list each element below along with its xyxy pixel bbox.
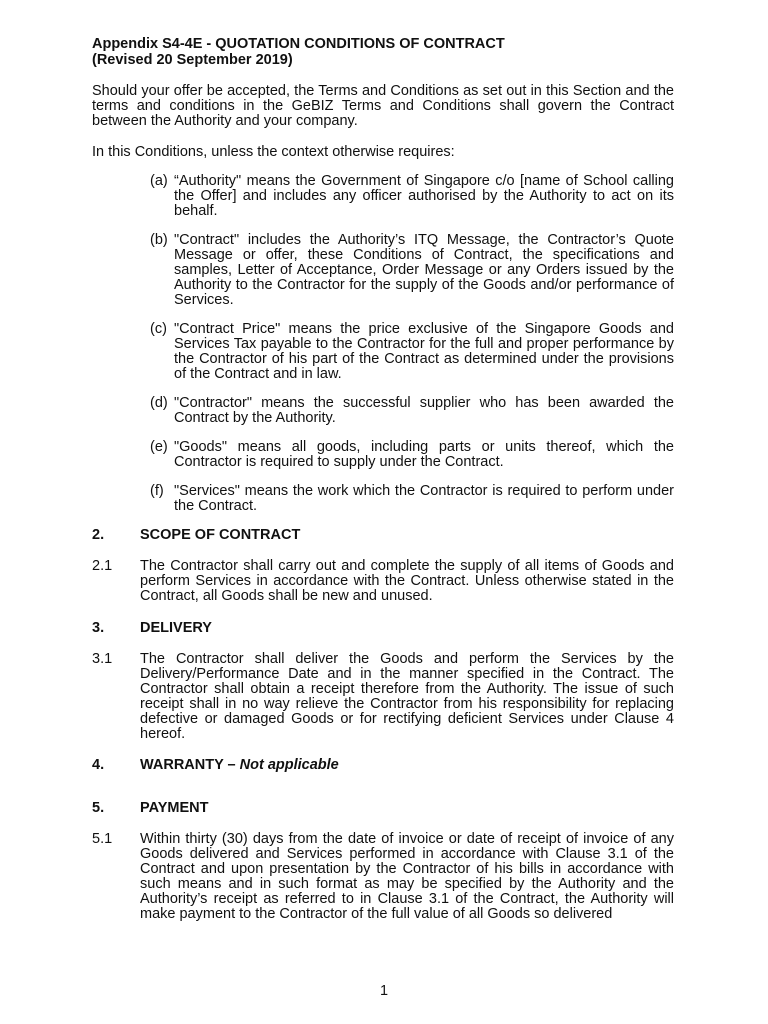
clause-number: 3.1 [92, 651, 113, 667]
definition-item [150, 484, 674, 514]
definition-item [150, 322, 674, 382]
document-title [92, 36, 674, 68]
definitions-list [150, 174, 674, 514]
definition-text: "Services" means the work which the Contractor is required to perform under the Contract. [174, 483, 674, 514]
definition-text: "Contract Price" means the price exclusive of the Singapore Goods and Services Tax payable to the Contractor for the full and proper performance by the Contractor of his part of the Contract as determined under the provisions of the Contract and in law. [174, 321, 674, 382]
clause-number: 2.1 [92, 558, 113, 574]
clause-text: The Contractor shall carry out and complete the supply of all items of Goods and perform Services in accordance with the Contract. Unless otherwise stated in the Contract, all Goods shall be new and unused. [140, 558, 674, 604]
document-page [92, 36, 674, 922]
clause-2-1 [92, 559, 674, 604]
section-number: 3. [92, 620, 105, 636]
clause-5-1 [92, 832, 674, 922]
section-heading-scope [92, 528, 674, 543]
section-title-note: Not applicable [239, 757, 339, 773]
section-heading-delivery [92, 621, 674, 636]
definition-item [150, 396, 674, 426]
definition-marker: (f) [150, 483, 164, 499]
title-line-1: Appendix S4-4E - QUOTATION CONDITIONS OF CONTRACT [92, 36, 505, 52]
title-line-2: (Revised 20 September 2019) [92, 52, 293, 68]
section-number: 4. [92, 757, 105, 773]
definition-item [150, 174, 674, 219]
definition-marker: (b) [150, 232, 168, 248]
section-title: DELIVERY [140, 620, 212, 636]
definition-marker: (c) [150, 321, 167, 337]
clause-number: 5.1 [92, 831, 113, 847]
intro-paragraph: Should your offer be accepted, the Terms and Conditions as set out in this Section and the terms and conditions in the GeBIZ Terms and Conditions shall govern the Contract between the Authority and your company. [92, 83, 674, 129]
section-number: 5. [92, 800, 105, 816]
section-title-main: WARRANTY – [140, 757, 240, 773]
page-number: 1 [379, 983, 389, 999]
clause-text: Within thirty (30) days from the date of invoice or date of receipt of invoice of any Goods delivered and Services performed in accordance with Clause 3.1 of the Contract and upon presentation by the Contractor of his bills in accordance with such means and in such format as may be specified by the Authority and the Authority’s receipt as referred to in Clause 3.1 of the Contract, the Authority will make payment to the Contractor of the full value of all Goods so delivered [140, 831, 674, 922]
definition-text: "Contractor" means the successful supplier who has been awarded the Contract by the Authority. [174, 395, 674, 426]
section-heading-payment [92, 801, 674, 816]
clause-3-1 [92, 652, 674, 742]
context-paragraph: In this Conditions, unless the context otherwise requires: [92, 144, 455, 160]
definition-marker: (d) [150, 395, 168, 411]
section-number: 2. [92, 527, 105, 543]
definition-item [150, 233, 674, 308]
definition-text: "Contract" includes the Authority’s ITQ Message, the Contractor’s Quote Message or offer, these Conditions of Contract, the specifications and samples, Letter of Acceptance, Order Message or any Orders issued by the Authority to the Contractor for the supply of the Goods and/or performance of Services. [174, 232, 674, 308]
section-title: PAYMENT [140, 800, 209, 816]
definition-marker: (a) [150, 173, 168, 189]
definition-text: “Authority" means the Government of Singapore c/o [name of School calling the Offer] and includes any officer authorised by the Authority to act on its behalf. [174, 173, 674, 219]
definition-item [150, 440, 674, 470]
definition-marker: (e) [150, 439, 168, 455]
section-title [140, 758, 339, 773]
section-heading-warranty [92, 758, 674, 773]
clause-text: The Contractor shall deliver the Goods and perform the Services by the Delivery/Performance Date and in the manner specified in the Contract. The Contractor shall obtain a receipt therefore from the Authority. The issue of such receipt shall in no way relieve the Contractor from his responsibility for replacing defective or damaged Goods or for rectifying deficient Services under Clause 4 hereof. [140, 651, 674, 742]
section-title: SCOPE OF CONTRACT [140, 527, 301, 543]
definition-text: "Goods" means all goods, including parts or units thereof, which the Contractor is required to supply under the Contract. [174, 439, 674, 470]
